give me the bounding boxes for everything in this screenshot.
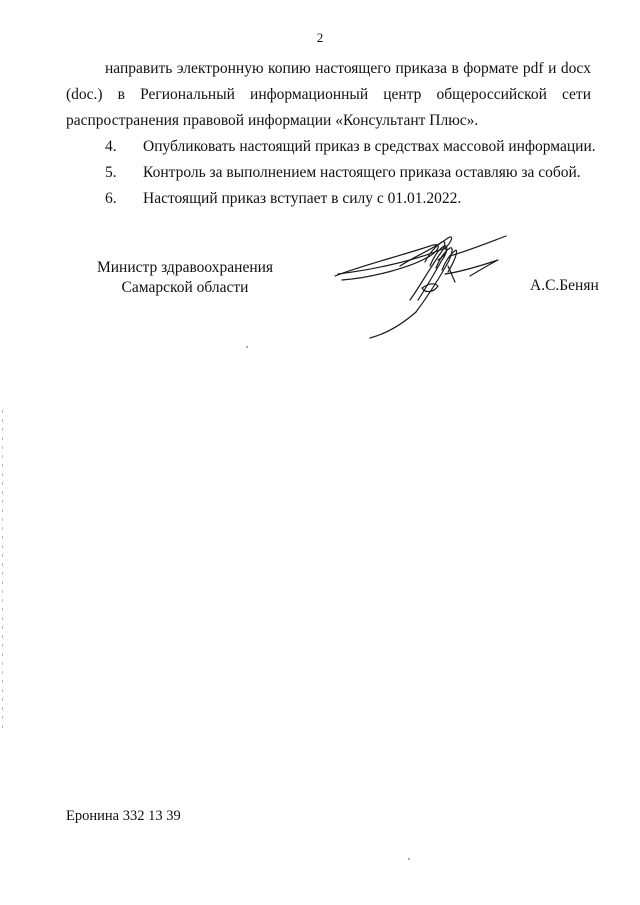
paragraph-continuation [66, 56, 591, 134]
list-item-text: Настоящий приказ вступает в силу с 01.01.2022. [143, 190, 462, 207]
paragraph-line-3: распространения правовой информации «Консультант Плюс». [66, 112, 479, 129]
signer-title [90, 258, 280, 298]
scan-speck [246, 346, 248, 348]
signer-name: А.С.Бенян [530, 277, 599, 294]
list-item-number: 6. [105, 190, 117, 207]
scan-edge-marks [2, 410, 3, 730]
list-item-number: 5. [105, 164, 117, 181]
paragraph-line-1: направить электронную копию настоящего приказа в формате pdf и docx [105, 60, 591, 77]
page-number: 2 [316, 30, 324, 45]
list-item-text: Опубликовать настоящий приказ в средствах массовой информации. [143, 138, 596, 155]
list-item-text: Контроль за выполнением настоящего приказа оставляю за собой. [143, 164, 581, 181]
signer-title-line-2: Самарской области [121, 279, 249, 296]
scan-speck [408, 858, 410, 860]
list-item-number: 4. [105, 138, 117, 155]
paragraph-line-2: (doc.) в Региональный информационный центр общероссийской сети [66, 86, 591, 103]
executor-contact: Еронина 332 13 39 [66, 808, 181, 824]
handwritten-signature [330, 226, 520, 341]
signer-title-line-1: Министр здравоохранения [96, 259, 274, 276]
